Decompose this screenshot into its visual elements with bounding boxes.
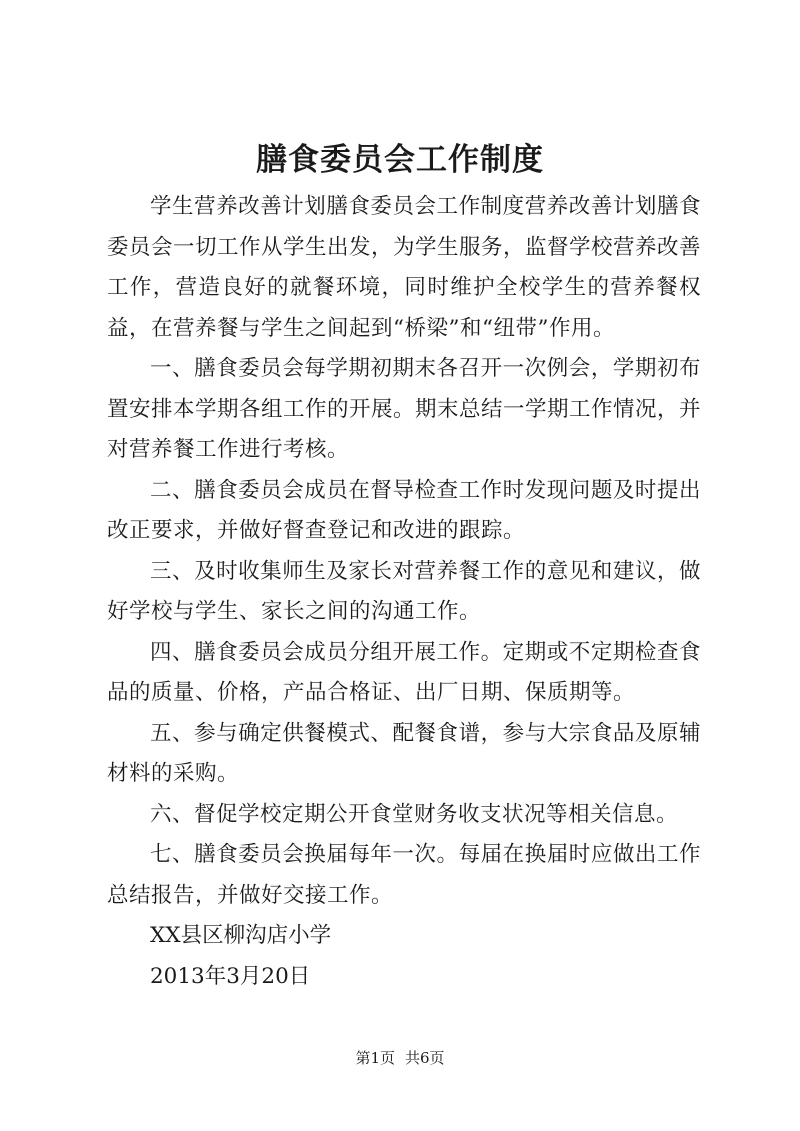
paragraph-intro: 学生营养改善计划膳食委员会工作制度营养改善计划膳食委员会一切工作从学生出发，为学生服务，监督学校营养改善工作，营造良好的就餐环境，同时维护全校学生的营养餐权益，在营养餐与学生之间起到“桥梁”和“纽带”作用。 [107,194,702,341]
document-body [107,187,701,997]
page-total: 共6页 [405,1049,445,1067]
page-number: 第1页 [355,1049,395,1067]
paragraph-rule-5: 五、参与确定供餐模式、配餐食谱，参与大宗食品及原辅材料的采购。 [107,720,701,786]
paragraph-rule-3: 三、及时收集师生及家长对营养餐工作的意见和建议，做好学校与学生、家长之间的沟通工作。 [107,558,701,624]
date: 2013年3月20日 [150,963,311,989]
signature: XX县区柳沟店小学 [150,923,332,948]
paragraph-rule-1: 一、膳食委员会每学期初期末各召开一次例会，学期初布置安排本学期各组工作的开展。期末总结一学期工作情况，并对营养餐工作进行考核。 [107,356,702,462]
page-footer [0,1048,800,1068]
paragraph-rule-2: 二、膳食委员会成员在督导检查工作时发现问题及时提出改正要求，并做好督查登记和改进的跟踪。 [107,477,701,543]
paragraph-rule-4: 四、膳食委员会成员分组开展工作。定期或不定期检查食品的质量、价格，产品合格证、出厂日期、保质期等。 [107,639,701,705]
paragraph-rule-6: 六、督促学校定期公开食堂财务收支状况等相关信息。 [150,801,679,827]
document-title: 膳食委员会工作制度 [256,142,544,178]
paragraph-rule-7: 七、膳食委员会换届每年一次。每届在换届时应做出工作总结报告，并做好交接工作。 [107,842,701,908]
